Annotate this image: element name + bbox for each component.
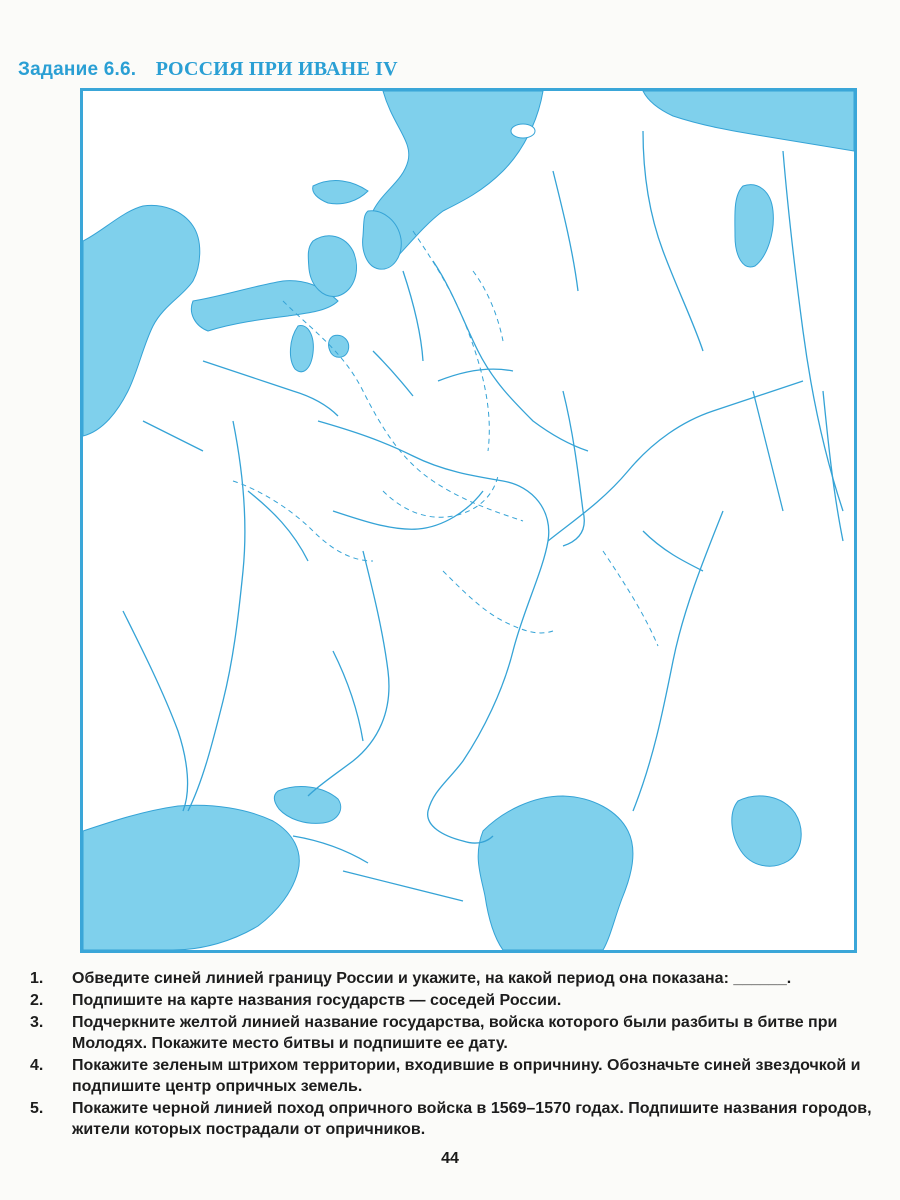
western-dvina [203, 361, 338, 416]
page-number: 44 [441, 1150, 459, 1167]
mezen-river [553, 171, 578, 291]
kuban-river [293, 836, 368, 863]
eastern-lake [735, 185, 774, 267]
dniester-river [123, 611, 188, 811]
barents-sea [643, 91, 854, 151]
dashed-border-7 [603, 551, 658, 646]
pechora-river [643, 131, 703, 351]
don-river [308, 551, 389, 796]
neman-river [143, 421, 203, 451]
task-item: 4. Покажите зеленым штрихом территории, входившие в опричнину. Обозначьте синей звездочкой и подпишите центр опричных земель. [30, 1057, 861, 1095]
task-item: 5. Покажите черной линией поход опричного войска в 1569–1570 годах. Подпишите названия городов, жители которых пострадали от опричников. [30, 1100, 872, 1138]
terek-river [343, 871, 463, 901]
seversky-donets [333, 651, 363, 741]
dashed-border-3 [383, 476, 498, 517]
irtysh-river [823, 391, 843, 541]
vyatka-river [563, 391, 584, 546]
gulf-of-finland [191, 281, 338, 331]
kandalaksha-bay [313, 181, 368, 204]
tobol-river [753, 391, 783, 511]
belaya-river [643, 531, 703, 571]
solovetsky-island [511, 124, 535, 138]
task-item: 3. Подчеркните желтой линией название государства, войска которого были разбиты в битве при Молодях. Покажите место битвы и подпишите ее дату. [30, 1014, 838, 1052]
sheksna-river [373, 351, 413, 396]
aral-sea [732, 796, 801, 866]
dashed-border-6 [473, 271, 503, 341]
lake-ilmen [329, 335, 349, 357]
dashed-border-2 [413, 231, 489, 451]
baltic-sea [83, 205, 200, 436]
volga-river [318, 421, 549, 843]
contour-map [80, 88, 857, 953]
map-svg [83, 91, 854, 950]
task-item: 2. Подпишите на карте названия государств — соседей России. [30, 992, 562, 1009]
task-item: 1. Обведите синей линией границу России и укажите, на какой период она показана: ______. [30, 970, 792, 987]
lake-peipus [290, 326, 313, 372]
task-header [18, 58, 398, 81]
ob-river [783, 151, 843, 511]
ural-river [633, 511, 723, 811]
desna-river [248, 491, 308, 561]
oka-river [333, 491, 483, 529]
kama-river [548, 381, 803, 541]
task-number: Задание 6.6. [18, 59, 137, 80]
onega-river [403, 271, 423, 361]
dashed-border-4 [233, 481, 373, 561]
caspian-sea [478, 796, 633, 950]
sukhona-river [438, 369, 513, 381]
sea-of-azov [274, 787, 340, 824]
black-sea [83, 805, 299, 950]
task-title: РОССИЯ ПРИ ИВАНЕ IV [155, 58, 398, 80]
dnieper-river [188, 421, 245, 811]
dashed-border-1 [283, 301, 523, 521]
task-list [30, 968, 880, 1141]
northern-dvina [433, 261, 588, 451]
